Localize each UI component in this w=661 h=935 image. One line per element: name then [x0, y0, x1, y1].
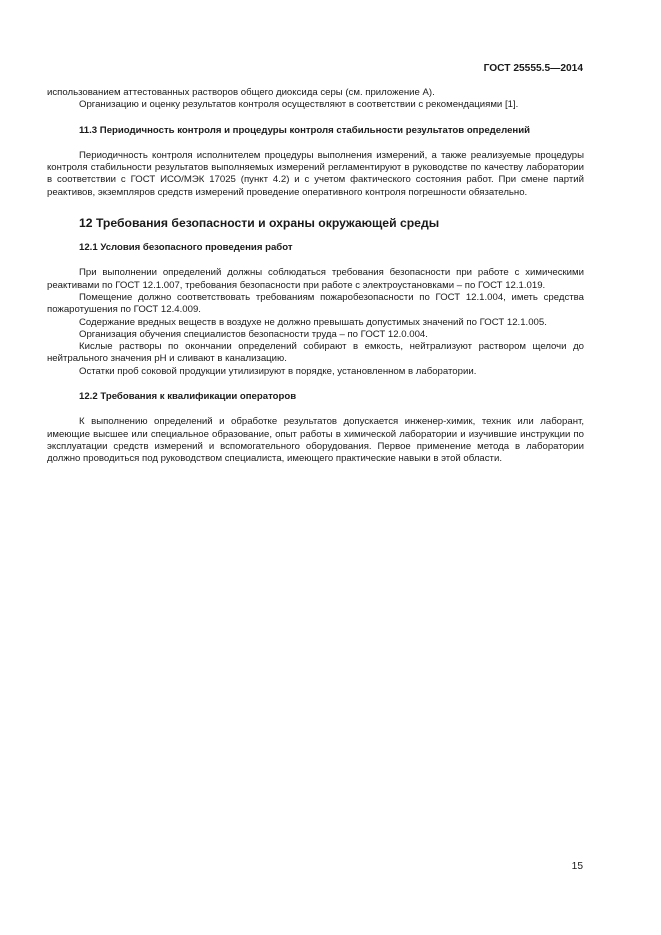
section-12-1-paragraph-6: Остатки проб соковой продукции утилизируют в порядке, установленном в лаборатории. [79, 365, 477, 377]
section-12-2-paragraph-1: К выполнению определений и обработке результатов допускается инженер-химик, техник или лаборант, имеющие высшее или специальное образование, опыт работы в химической лаборатории и изучившие инструкции по эксплуатации средств измерений и вспомогательного оборудования. Первое применение метода в лаборатории должно проводиться под руководством специалиста, имеющего практические навыки в этой области. [47, 416, 584, 465]
page-number: 15 [571, 861, 583, 872]
intro-paragraph-2: Организацию и оценку результатов контроля осуществляют в соответствии с рекомендациями [1]. [79, 99, 519, 111]
section-12-1-paragraph-3: Содержание вредных веществ в воздухе не должно превышать допустимых значений по ГОСТ 12.1.005. [79, 316, 547, 328]
section-12-1-paragraph-2: Помещение должно соответствовать требованиям пожаробезопасности по ГОСТ 12.1.004, иметь средства пожаротушения по ГОСТ 12.4.009. [47, 291, 584, 316]
document-code-header: ГОСТ 25555.5—2014 [483, 63, 583, 74]
section-12-1-paragraph-5: Кислые растворы по окончании определений собирают в емкость, нейтрализуют раствором щелочи до нейтрального значения pH и сливают в канализацию. [47, 341, 584, 365]
section-11-3-paragraph-1: Периодичность контроля исполнителем процедуры выполнения измерений, а также реализуемые процедуры контроля стабильности результатов выполняемых измерений регламентируют в руководстве по качеству лаборатории в соответствии с ГОСТ ИСО/МЭК 17025 (пункт 4.2) и с учетом фактического состояния работ. При смене партий реактивов, экземпляров средств измерений проведение оперативного контроля погрешности обязательно. [47, 149, 584, 198]
section-12-1-paragraph-4: Организация обучения специалистов безопасности труда – по ГОСТ 12.0.004. [79, 328, 428, 340]
section-12-2-heading: 12.2 Требования к квалификации операторов [79, 391, 297, 403]
section-12-1-paragraph-1: При выполнении определений должны соблюдаться требования безопасности при работе с химическими реактивами по ГОСТ 12.1.007, требования безопасности при работе с электроустановками – по ГОСТ 12.1.019. [47, 267, 584, 291]
section-11-3-heading: 11.3 Периодичность контроля и процедуры контроля стабильности результатов определений [79, 124, 530, 136]
section-12-1-heading: 12.1 Условия безопасного проведения работ [79, 242, 293, 254]
document-body [47, 87, 584, 466]
intro-paragraph-1: использованием аттестованных растворов общего диоксида серы (см. приложение А). [47, 87, 435, 98]
section-12-heading: 12 Требования безопасности и охраны окружающей среды [79, 216, 440, 231]
